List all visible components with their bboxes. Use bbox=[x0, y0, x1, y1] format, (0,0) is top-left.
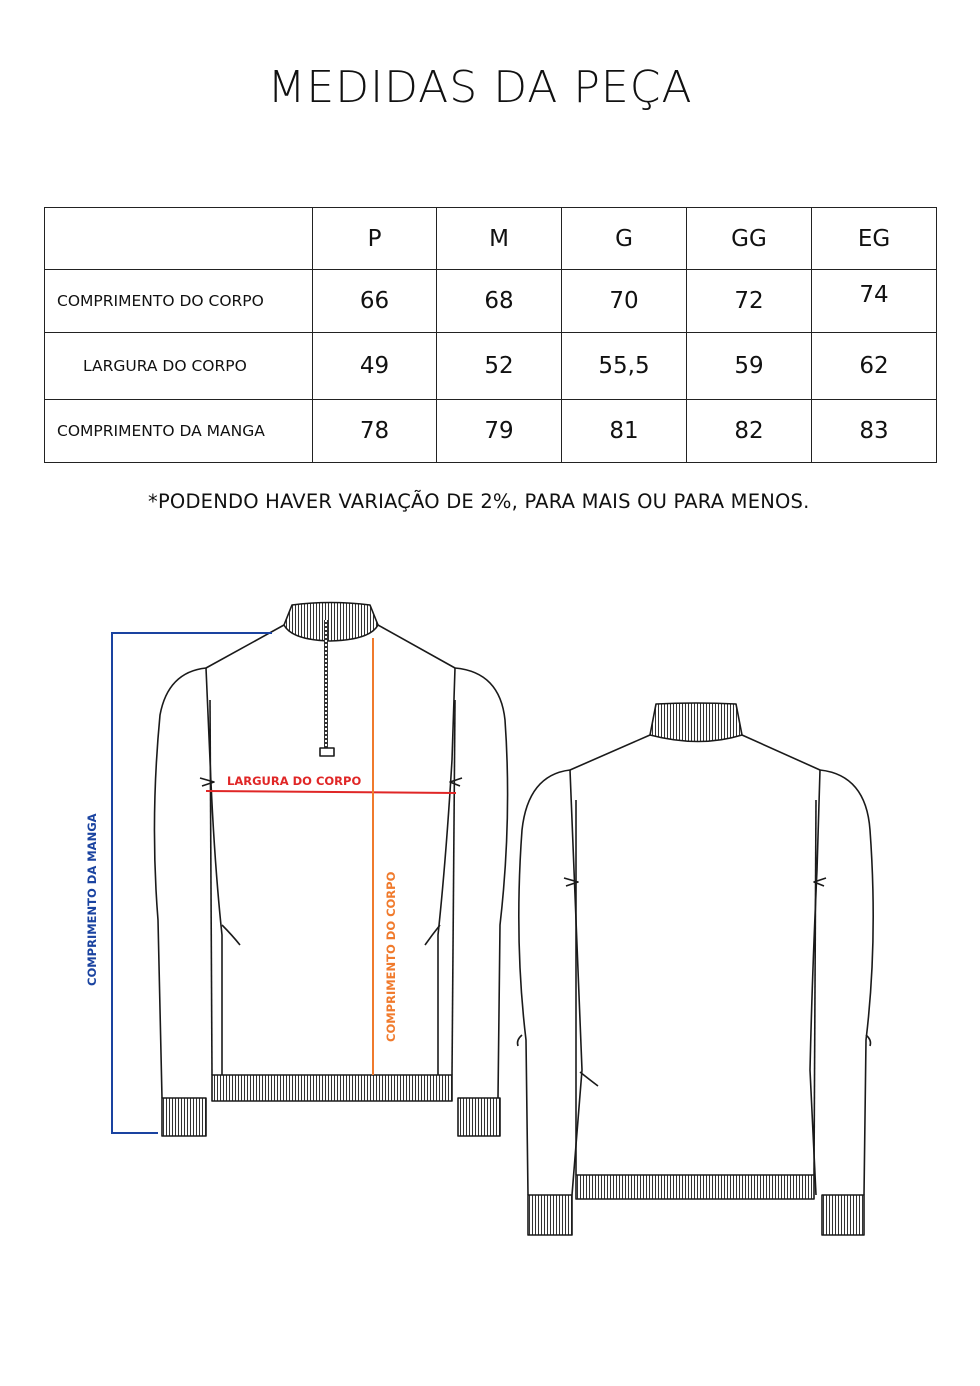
table-cell: 62 bbox=[812, 333, 937, 400]
sleeve-measure-label: COMPRIMENTO DA MANGA bbox=[85, 813, 99, 986]
table-cell: 82 bbox=[687, 400, 812, 463]
table-row bbox=[45, 333, 937, 400]
front-sweater-drawing bbox=[154, 603, 507, 1137]
table-cell: 68 bbox=[437, 270, 562, 333]
table-cell: 72 bbox=[687, 270, 812, 333]
table-cell: 66 bbox=[313, 270, 437, 333]
header-size-eg: EG bbox=[812, 208, 937, 270]
header-size-m: M bbox=[437, 208, 562, 270]
garment-diagram bbox=[0, 570, 980, 1270]
row-label: COMPRIMENTO DA MANGA bbox=[45, 400, 313, 463]
table-cell: 81 bbox=[562, 400, 687, 463]
row-label: COMPRIMENTO DO CORPO bbox=[45, 270, 313, 333]
back-sweater-drawing bbox=[518, 703, 874, 1235]
width-measure-line bbox=[206, 791, 456, 793]
table-row bbox=[45, 400, 937, 463]
table-cell: 59 bbox=[687, 333, 812, 400]
variation-note: *PODENDO HAVER VARIAÇÃO DE 2%, PARA MAIS OU PARA MENOS. bbox=[148, 490, 810, 513]
header-size-g: G bbox=[562, 208, 687, 270]
table-cell: 74 bbox=[812, 270, 937, 333]
table-cell: 83 bbox=[812, 400, 937, 463]
sleeve-measure-line bbox=[112, 633, 272, 1133]
size-table bbox=[44, 207, 937, 463]
header-size-gg: GG bbox=[687, 208, 812, 270]
table-row bbox=[45, 270, 937, 333]
length-measure-label: COMPRIMENTO DO CORPO bbox=[384, 871, 398, 1042]
width-measure-label: LARGURA DO CORPO bbox=[227, 774, 362, 788]
row-label: LARGURA DO CORPO bbox=[45, 333, 313, 400]
table-cell: 79 bbox=[437, 400, 562, 463]
page-title: MEDIDAS DA PEÇA bbox=[267, 62, 693, 113]
header-empty-cell bbox=[45, 208, 313, 270]
table-cell: 70 bbox=[562, 270, 687, 333]
table-header-row bbox=[45, 208, 937, 270]
table-cell: 52 bbox=[437, 333, 562, 400]
table-cell: 49 bbox=[313, 333, 437, 400]
table-cell: 78 bbox=[313, 400, 437, 463]
header-size-p: P bbox=[313, 208, 437, 270]
table-cell: 55,5 bbox=[562, 333, 687, 400]
